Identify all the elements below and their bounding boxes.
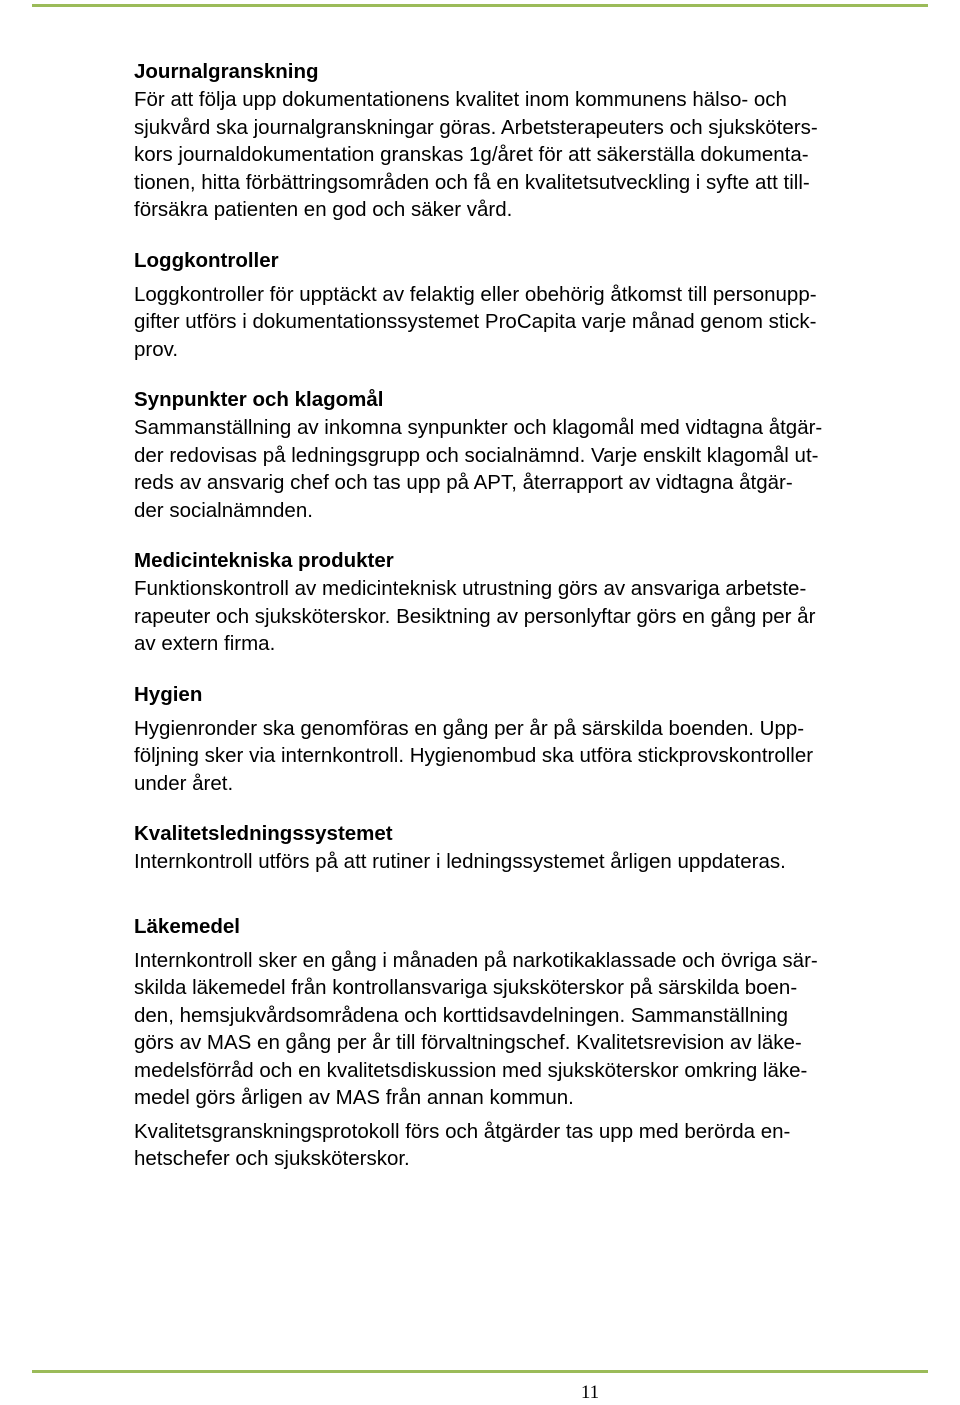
- section-heading: Loggkontroller: [134, 248, 279, 272]
- section-journalgranskning: [134, 58, 924, 224]
- section-paragraph: [134, 947, 924, 1112]
- text-line: rapeuter och sjuksköterskor. Besiktning av personlyftar görs en gång per år: [134, 604, 816, 628]
- text-line: Internkontroll utförs på att rutiner i ledningssystemet årligen uppdateras.: [134, 850, 786, 873]
- text-line: sjukvård ska journalgranskningar göras. Arbetsterapeuters och sjuksköters-: [134, 115, 818, 139]
- text-line: Loggkontroller för upptäckt av felaktig eller obehörig åtkomst till personupp-: [134, 282, 817, 306]
- text-line: under året.: [134, 771, 234, 795]
- section-paragraph: [134, 281, 924, 364]
- section-medicintekniska-produkter: [134, 547, 924, 658]
- section-paragraph: [134, 715, 924, 798]
- text-line: försäkra patienten en god och säker vård.: [134, 198, 513, 221]
- section-heading: Synpunkter och klagomål: [134, 388, 384, 411]
- text-line: görs av MAS en gång per år till förvaltningschef. Kvalitetsrevision av läke-: [134, 1031, 802, 1054]
- text-line: Funktionskontroll av medicinteknisk utrustning görs av ansvariga arbetste-: [134, 577, 807, 600]
- text-line: der socialnämnden.: [134, 498, 313, 522]
- text-line: Hygienronder ska genomföras en gång per år på särskilda boenden. Upp-: [134, 716, 805, 740]
- text-line: av extern firma.: [134, 632, 276, 655]
- text-line: gifter utförs i dokumentationssystemet ProCapita varje månad genom stick-: [134, 310, 817, 333]
- text-line: Internkontroll sker en gång i månaden på narkotikaklassade och övriga sär-: [134, 948, 818, 972]
- text-line: der redovisas på ledningsgrupp och socialnämnd. Varje enskilt klagomål ut-: [134, 443, 819, 467]
- text-line: tionen, hitta förbättringsområden och få en kvalitetsutveckling i syfte att till-: [134, 170, 810, 194]
- document-body: [134, 58, 924, 1173]
- text-line: den, hemsjukvårdsområdena och korttidsavdelningen. Sammanställning: [134, 1003, 789, 1027]
- text-line: Kvalitetsgranskningsprotokoll förs och åtgärder tas upp med berörda en-: [134, 1119, 791, 1143]
- section-kvalitetsledningssystemet: [134, 820, 924, 876]
- text-line: följning sker via internkontroll. Hygienombud ska utföra stickprovskontroller: [134, 744, 814, 767]
- text-line: Sammanställning av inkomna synpunkter och klagomål med vidtagna åtgär-: [134, 416, 823, 439]
- bottom-rule: [32, 1370, 928, 1373]
- text-line: medel görs årligen av MAS från annan kommun.: [134, 1086, 574, 1109]
- section-loggkontroller: [134, 247, 924, 364]
- text-line: medelsförråd och en kvalitetsdiskussion med sjuksköterskor omkring läke-: [134, 1058, 808, 1082]
- top-rule: [32, 4, 928, 7]
- section-hygien: [134, 681, 924, 798]
- section-paragraph: [134, 1118, 924, 1173]
- section-heading: Medicintekniska produkter: [134, 549, 394, 572]
- page-number: 11: [580, 1382, 600, 1403]
- text-line: reds av ansvarig chef och tas upp på APT, återrapport av vidtagna åtgär-: [134, 471, 793, 494]
- section-heading: Läkemedel: [134, 914, 240, 938]
- section-synpunkter-och-klagomal: [134, 386, 924, 524]
- text-line: För att följa upp dokumentationens kvalitet inom kommunens hälso- och: [134, 88, 787, 111]
- text-line: skilda läkemedel från kontrollansvariga sjuksköterskor på särskilda boen-: [134, 976, 798, 999]
- text-line: hetschefer och sjuksköterskor.: [134, 1147, 410, 1170]
- text-line: kors journaldokumentation granskas 1g/året för att säkerställa dokumenta-: [134, 143, 809, 166]
- section-paragraph: [134, 575, 924, 658]
- section-paragraph: [134, 848, 924, 876]
- section-heading: Hygien: [134, 682, 203, 706]
- section-paragraph: [134, 414, 924, 524]
- section-paragraph: [134, 86, 924, 224]
- text-line: prov.: [134, 337, 179, 361]
- section-heading: Kvalitetsledningssystemet: [134, 822, 393, 845]
- section-heading: Journalgranskning: [134, 60, 319, 83]
- section-lakemedel: [134, 913, 924, 1173]
